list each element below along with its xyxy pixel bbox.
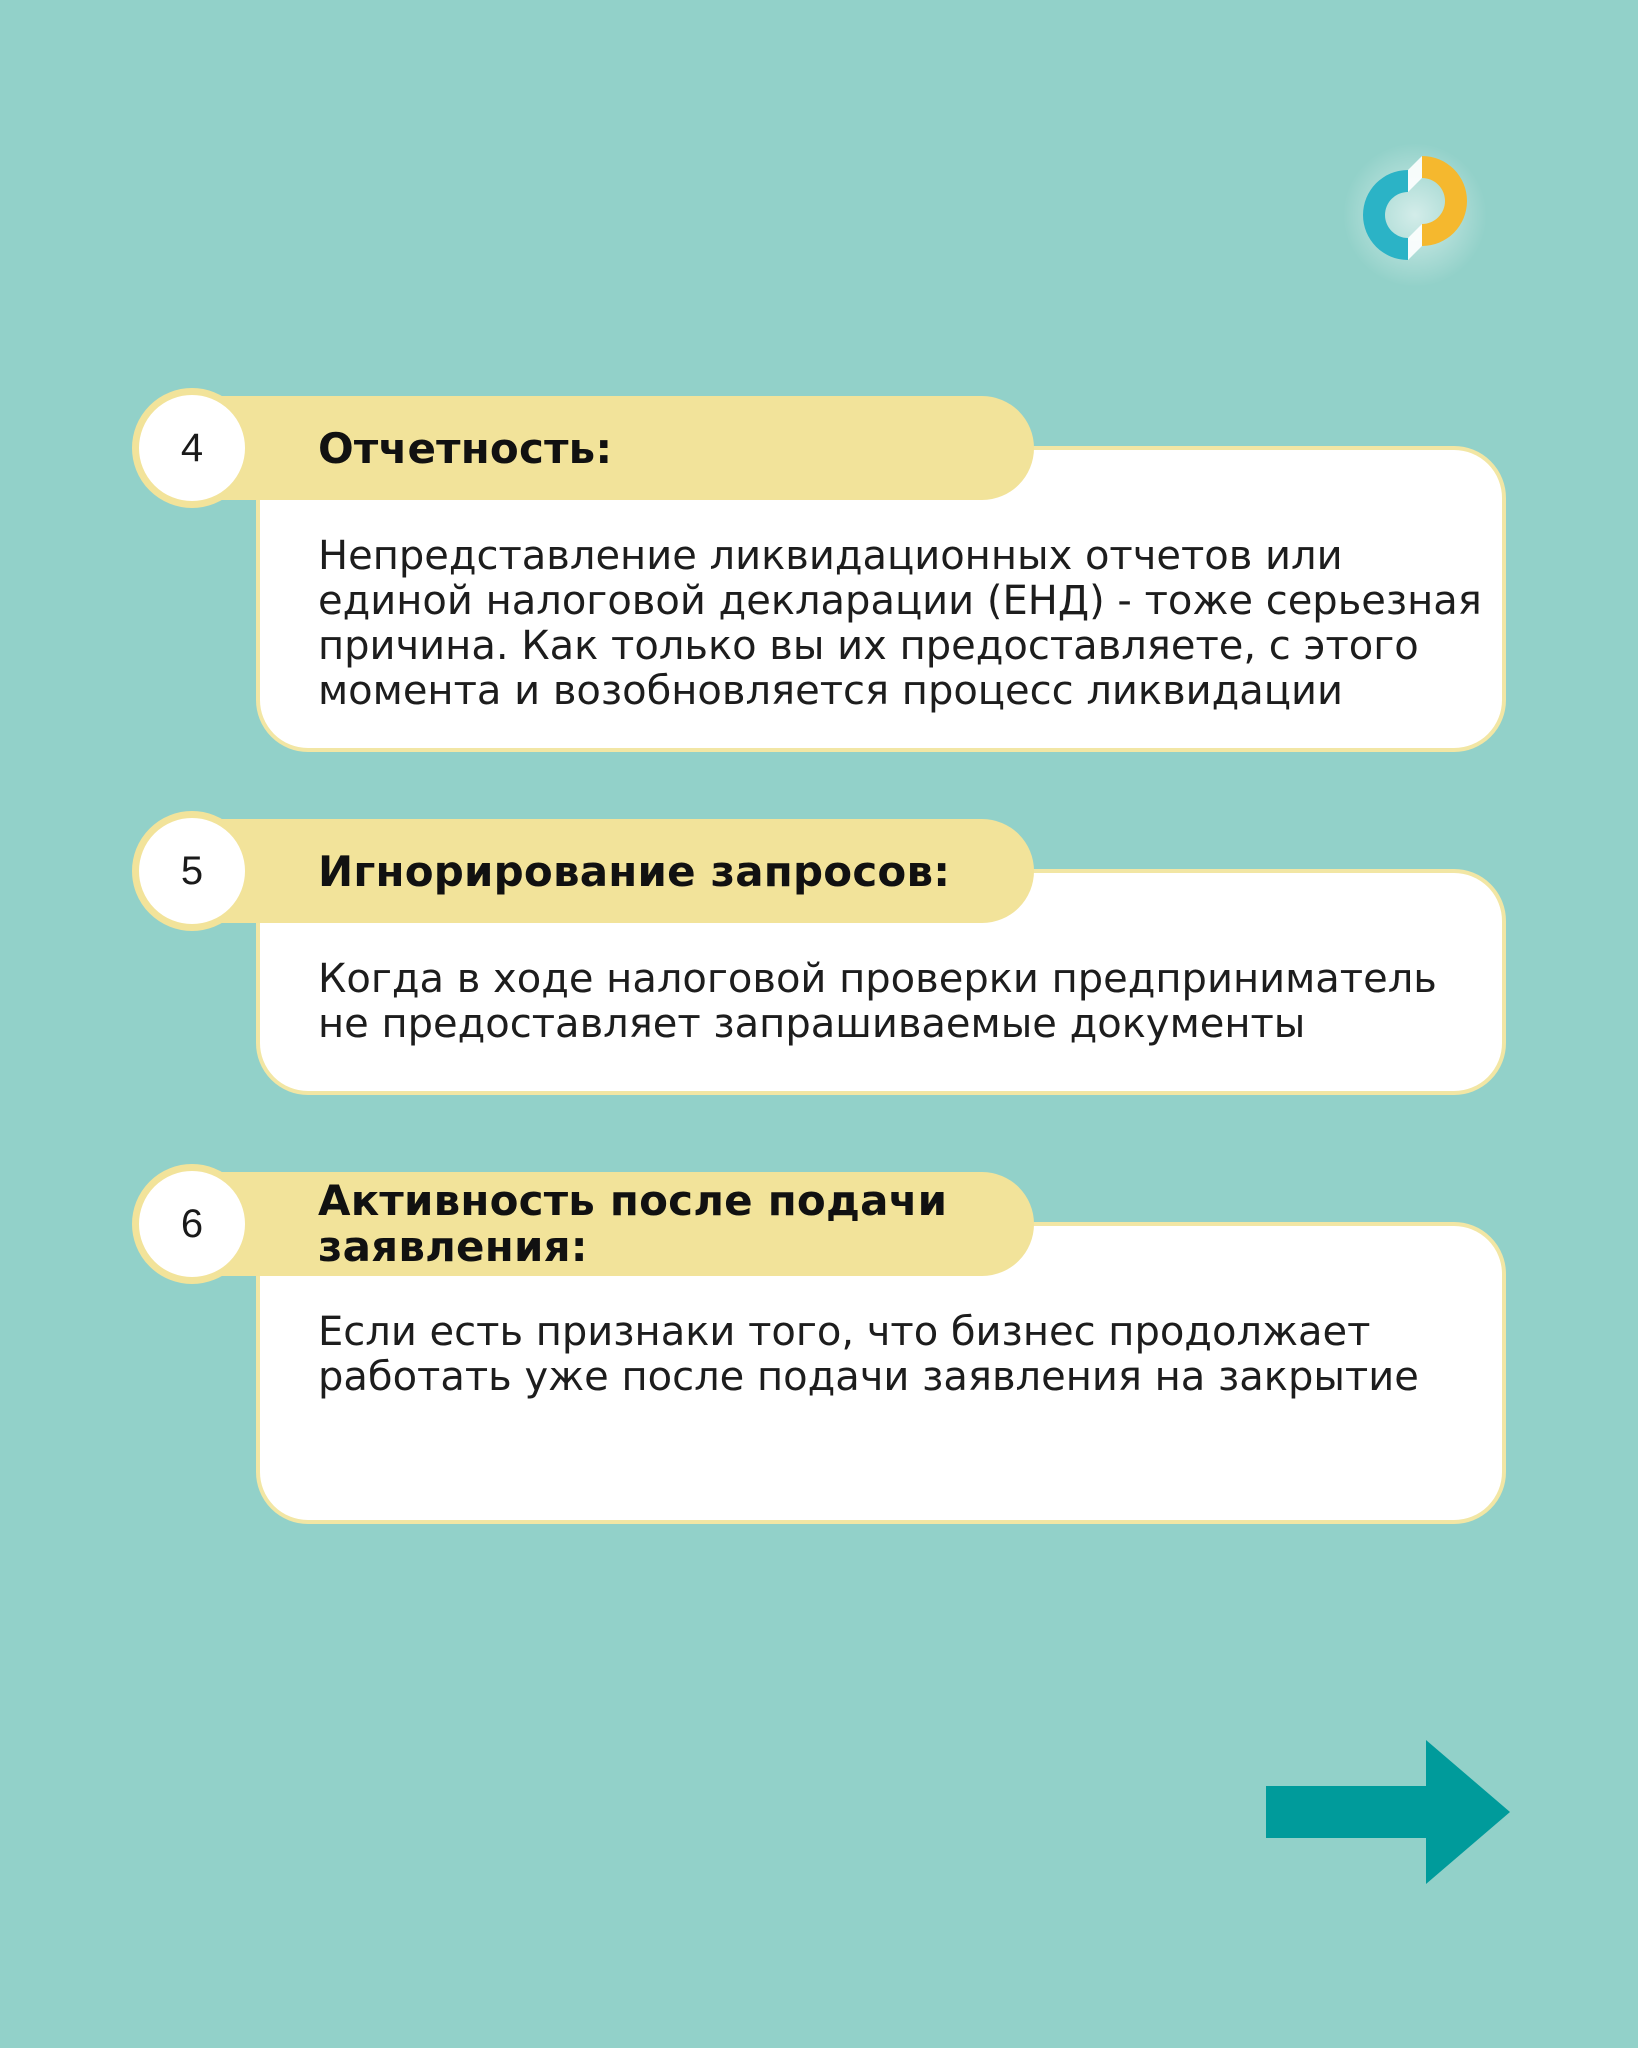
item-title: Игнорирование запросов:	[318, 847, 951, 896]
item-title: Отчетность:	[318, 424, 613, 473]
item-title: Активность после подачи заявления:	[318, 1176, 948, 1271]
item-number-badge: 4	[132, 388, 252, 508]
item-description: Непредставление ликвидационных отчетов или единой налоговой декларации (ЕНД) - тоже серьезная причина. Как только вы их предоставляете, с этого момента и возобновляется процесс ликвидации	[318, 533, 1482, 714]
arrow-right-icon[interactable]	[1266, 1740, 1510, 1884]
brand-logo-icon	[1340, 140, 1490, 290]
item-number-badge: 6	[132, 1164, 252, 1284]
item-description: Если есть признаки того, что бизнес продолжает работать уже после подачи заявления на закрытие	[318, 1309, 1419, 1400]
item-number-badge: 5	[132, 811, 252, 931]
item-description: Когда в ходе налоговой проверки предприниматель не предоставляет запрашиваемые документы	[318, 956, 1437, 1047]
